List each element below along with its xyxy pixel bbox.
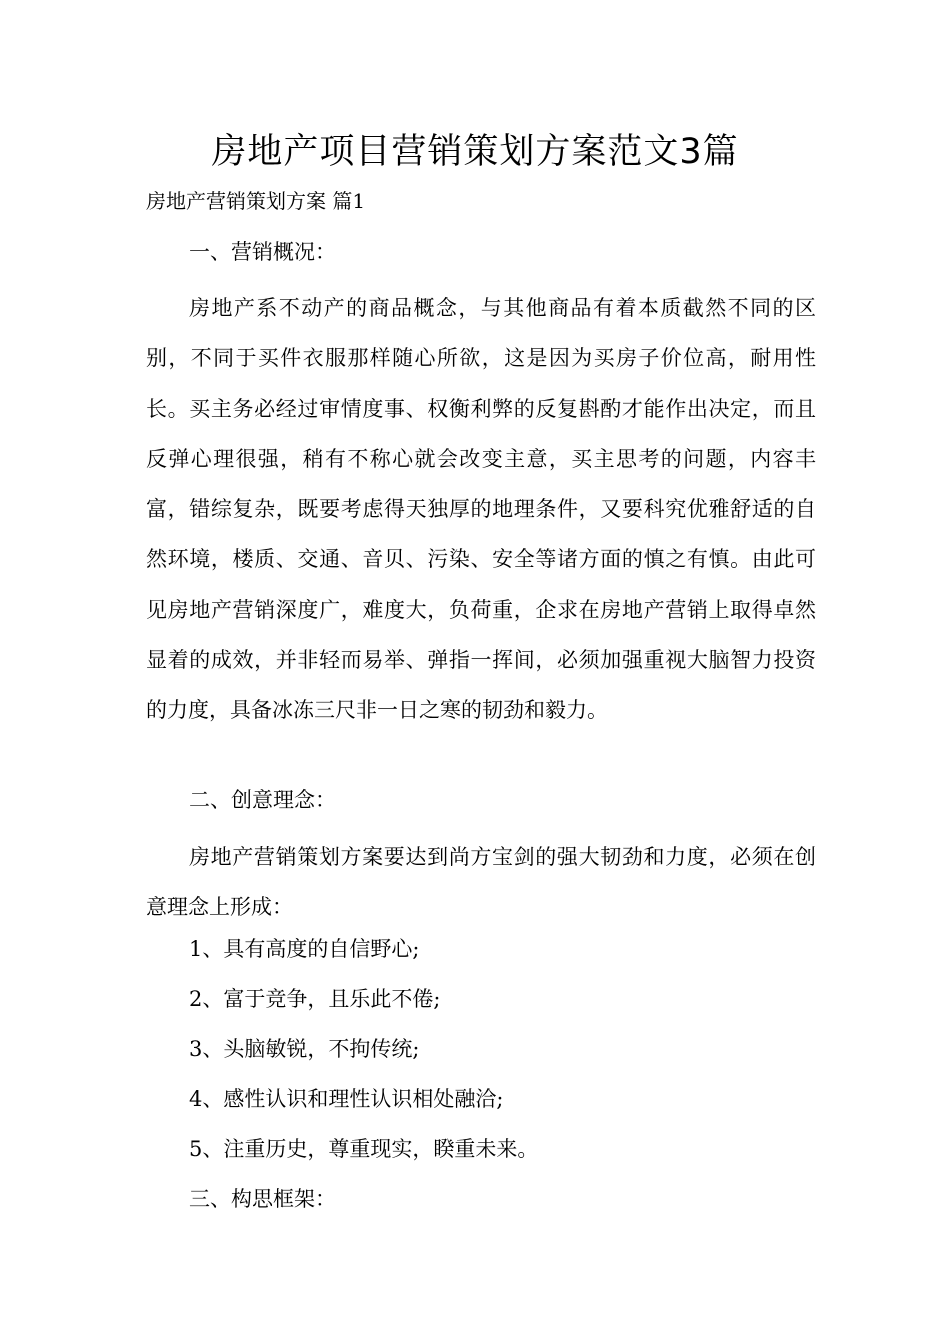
- section-body-1: 房地产系不动产的商品概念，与其他商品有着本质截然不同的区别，不同于买件衣服那样随心所欲，这是因为买房子价位高，耐用性长。买主务必经过审情度事、权衡利弊的反复斟酌才能作出决定，而且反弹心理很强，稍有不称心就会改变主意，买主思考的问题，内容丰富，错综复杂，既要考虑得天独厚的地理条件，又要科究优雅舒适的自然环境，楼质、交通、音贝、污染、安全等诸方面的慎之有慎。由此可见房地产营销深度广，难度大，负荷重，企求在房地产营销上取得卓然显着的成效，并非轻而易举、弹指一挥间，必须加强重视大脑智力投资的力度，具备冰冻三尺非一日之寒的韧劲和毅力。: [146, 296, 816, 723]
- list-item: 2、富于竞争，且乐此不倦;: [189, 987, 441, 1011]
- section-heading-2: 二、创意理念：: [189, 788, 336, 812]
- list-item: 5、注重历史，尊重现实，睽重未来。: [189, 1137, 539, 1161]
- list-item: 4、感性认识和理性认识相处融洽;: [189, 1087, 504, 1111]
- list-item: 1、具有高度的自信野心;: [189, 937, 420, 961]
- section-body-2: 房地产营销策划方案要达到尚方宝剑的强大韧劲和力度，必须在创意理念上形成：: [146, 845, 816, 920]
- section-heading-1: 一、营销概况：: [189, 240, 336, 264]
- document-title: 房地产项目营销策划方案范文3篇: [211, 132, 739, 172]
- list-item: 3、头脑敏锐，不拘传统;: [189, 1037, 420, 1061]
- section-heading-3: 三、构思框架：: [189, 1187, 336, 1211]
- document-subtitle: 房地产营销策划方案 篇1: [146, 189, 366, 213]
